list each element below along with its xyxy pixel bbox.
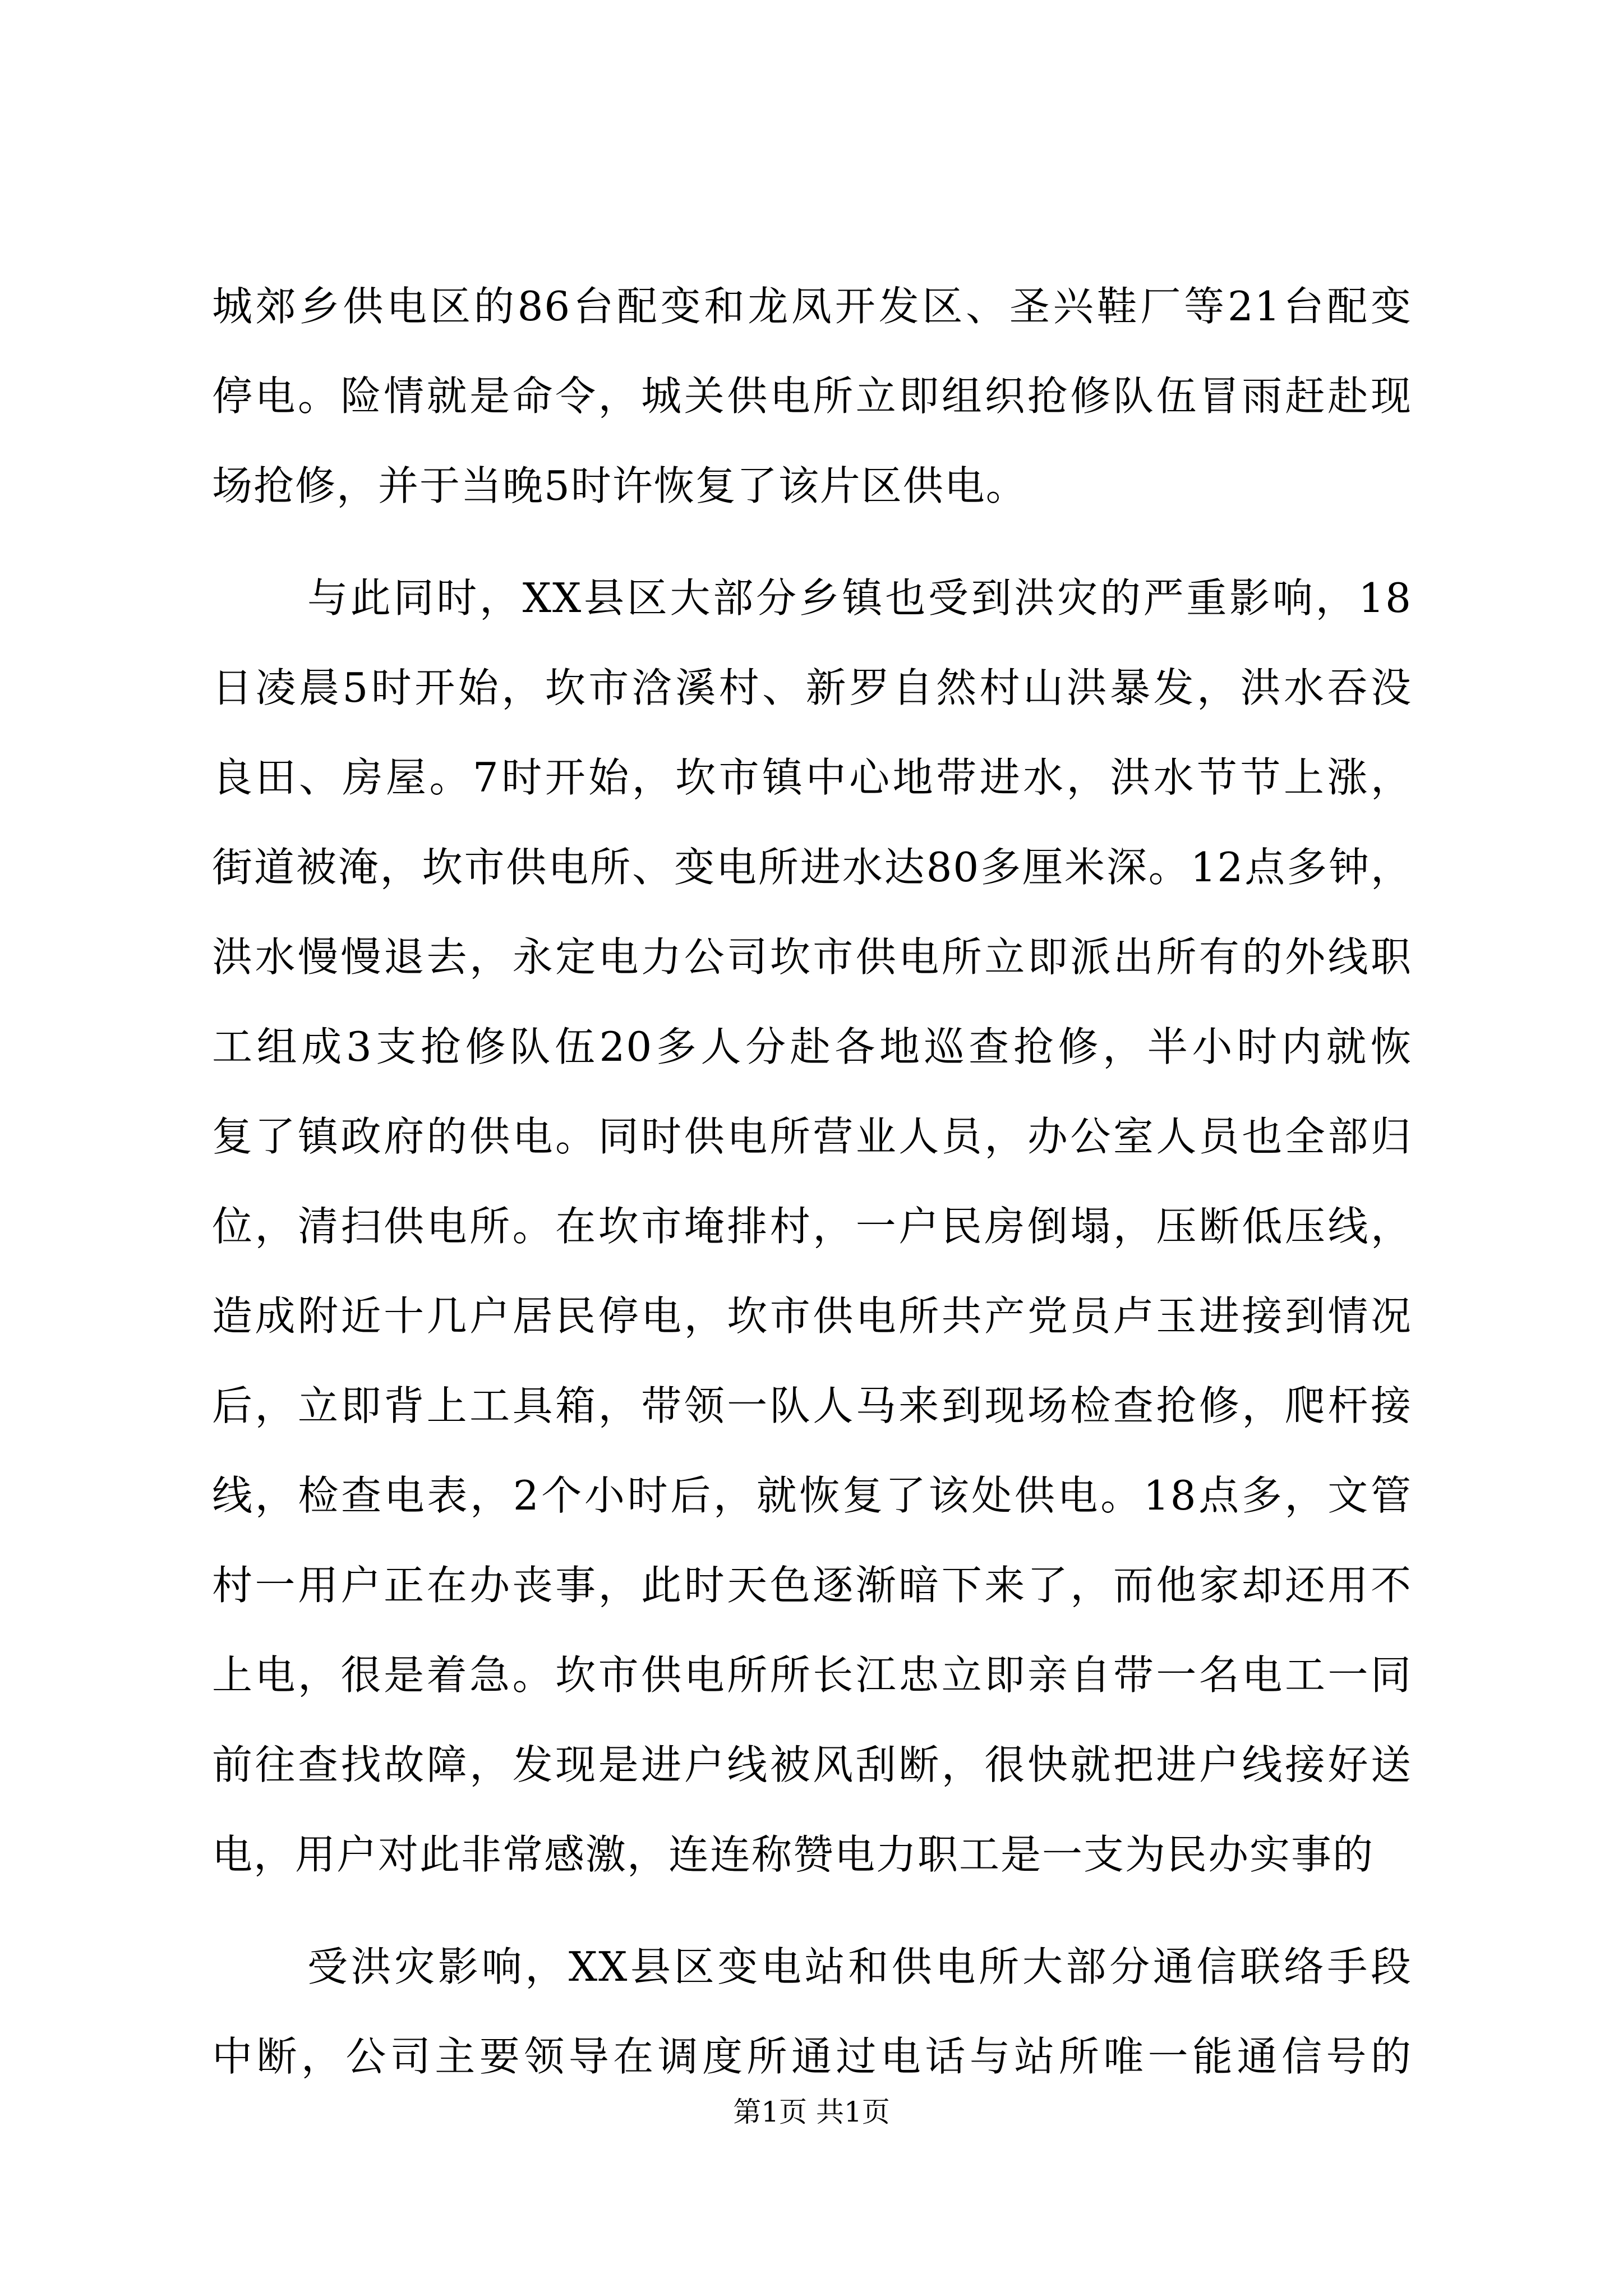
text-line: 停电。险情就是命令，城关供电所立即组织抢修队伍冒雨赶赴现 — [212, 372, 1412, 420]
text-line: 村一用户正在办丧事，此时天色逐渐暗下来了，而他家却还用不 — [212, 1562, 1412, 1609]
text-line: 电，用户对此非常感激，连连称赞电力职工是一支为民办实事的 — [212, 1831, 1375, 1878]
paragraph — [212, 1922, 1412, 2101]
text-line: 线，检查电表，2个小时后，就恢复了该处供电。18点多，文管 — [212, 1472, 1412, 1519]
text-line: 复了镇政府的供电。同时供电所营业人员，办公室人员也全部归 — [212, 1113, 1412, 1160]
text-line: 工组成3支抢修队伍20多人分赴各地巡查抢修，半小时内就恢 — [212, 1023, 1412, 1070]
text-line: 前往查找故障，发现是进户线被风刮断，很快就把进户线接好送 — [212, 1741, 1412, 1788]
text-line: 与此同时，XX县区大部分乡镇也受到洪灾的严重影响，18 — [307, 574, 1412, 622]
text-line: 位，清扫供电所。在坎市埯排村，一户民房倒塌，压断低压线， — [212, 1203, 1412, 1250]
document-body — [212, 261, 1412, 2101]
page-number-label: 第1页 共1页 — [733, 2096, 890, 2128]
text-line: 中断，公司主要领导在调度所通过电话与站所唯一能通信号的 — [212, 2033, 1412, 2080]
text-line: 良田、房屋。7时开始，坎市镇中心地带进水，洪水节节上涨， — [212, 754, 1412, 801]
text-line: 日凌晨5时开始，坎市浛溪村、新罗自然村山洪暴发，洪水吞没 — [212, 664, 1412, 711]
text-line: 洪水慢慢退去，永定电力公司坎市供电所立即派出所有的外线职 — [212, 933, 1412, 981]
page-footer — [0, 2092, 1623, 2132]
paragraph — [212, 553, 1412, 1899]
text-line: 造成附近十几户居民停电，坎市供电所共产党员卢玉进接到情况 — [212, 1292, 1412, 1340]
text-line: 街道被淹，坎市供电所、变电所进水达80多厘米深。12点多钟， — [212, 844, 1412, 891]
text-line: 城郊乡供电区的86台配变和龙凤开发区、圣兴鞋厂等21台配变 — [212, 283, 1412, 330]
text-line: 上电，很是着急。坎市供电所所长江忠立即亲自带一名电工一同 — [212, 1651, 1412, 1699]
text-line: 受洪灾影响，XX县区变电站和供电所大部分通信联络手段 — [307, 1943, 1412, 1990]
paragraph — [212, 261, 1412, 531]
text-line: 后，立即背上工具箱，带领一队人马来到现场检查抢修，爬杆接 — [212, 1382, 1412, 1429]
text-line: 场抢修，并于当晚5时许恢复了该片区供电。 — [212, 462, 1027, 509]
